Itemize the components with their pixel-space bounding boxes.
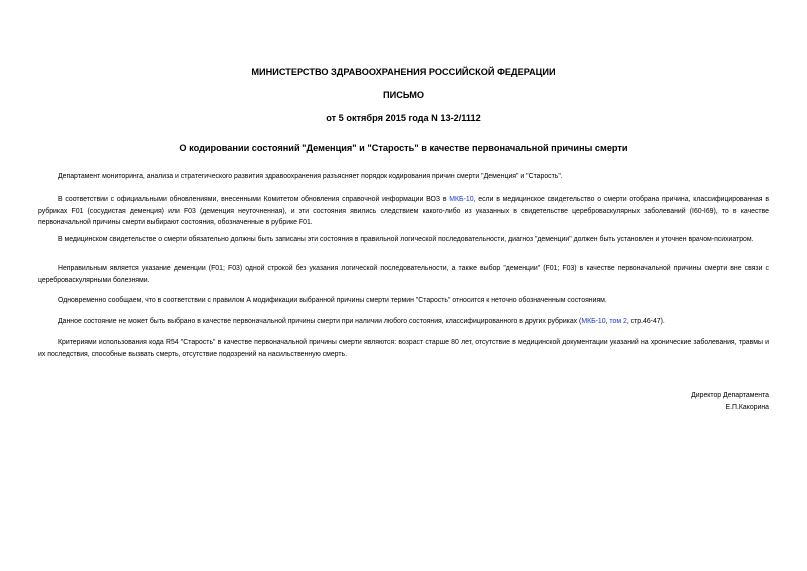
paragraph-6-text-b: , стр.46-47). [626,318,665,325]
paragraph-7: Критериями использования кода R54 "Старость" в качестве первоначальной причины смерти являются: возраст старше 80 лет, отсутствие в медицинской документации указаний на хронические заболевания, травмы и их последствия, способные вызвать смерть, отсутствие подозрений на насильственную смерть. [38,339,769,358]
volume-2-link[interactable]: том 2 [609,318,627,325]
paragraph-2-text-a: В соответствии с официальными обновлениями, внесенными Комитетом обновления справочной информации ВОЗ в [58,196,450,203]
document-title: О кодировании состояний "Деменция" и "Старость" в качестве первоначальной причины смерти [179,143,628,153]
document-date-number: от 5 октября 2015 года N 13-2/1112 [326,113,481,123]
ministry-name: МИНИСТЕРСТВО ЗДРАВООХРАНЕНИЯ РОССИЙСКОЙ ФЕДЕРАЦИИ [251,67,556,77]
paragraph-6-separator: , [605,318,610,325]
document-type: ПИСЬМО [382,90,425,100]
paragraph-3: В медицинском свидетельстве о смерти обязательно должны быть записаны эти состояния в правильной логической последовательности, диагноз "деменции" должен быть установлен и уточнен врачом-психиатром. [58,236,754,243]
paragraph-1: Департамент мониторинга, анализа и стратегического развития здравоохранения разъясняет порядок кодирования причин смерти "Деменция" и "Старость". [58,173,563,180]
paragraph-2 [38,194,769,229]
paragraph-2-text-b: , если в медицинское свидетельство о смерти отобрана причина, классифицированная в рубриках F01 (сосудистая деменция) или F03 (деменция неуточненная), и эти состояния явились следствием какого-либо из указанных в свидетельстве цереброваскулярных заболеваний (I60-I69), то в качестве первоначальной причины смерти выбирают состояния, обозначенные в рубрике F01. [38,196,769,226]
paragraph-6-text-a: Данное состояние не может быть выбрано в качестве первоначальной причины смерти при наличии любого состояния, классифицированного в других рубриках ( [58,318,582,325]
paragraph-6 [38,316,769,328]
paragraph-4: Неправильным является указание деменции (F01; F03) одной строкой без указания логической последовательности, а также выбор "деменции" (F01; F03) в качестве первоначальной причины смерти вне связи с цереброваскулярными болезнями. [38,265,769,284]
paragraph-5: Одновременно сообщаем, что в соответствии с правилом А модификации выбранной причины смерти термин "Старость" относится к неточно обозначенным состояниям. [58,297,607,304]
mkb10-link[interactable]: МКБ-10 [449,196,474,203]
signature-position: Директор Департамента [691,392,769,399]
mkb10-link-2[interactable]: МКБ-10 [581,318,606,325]
signature-name: Е.П.Какорина [725,404,769,411]
